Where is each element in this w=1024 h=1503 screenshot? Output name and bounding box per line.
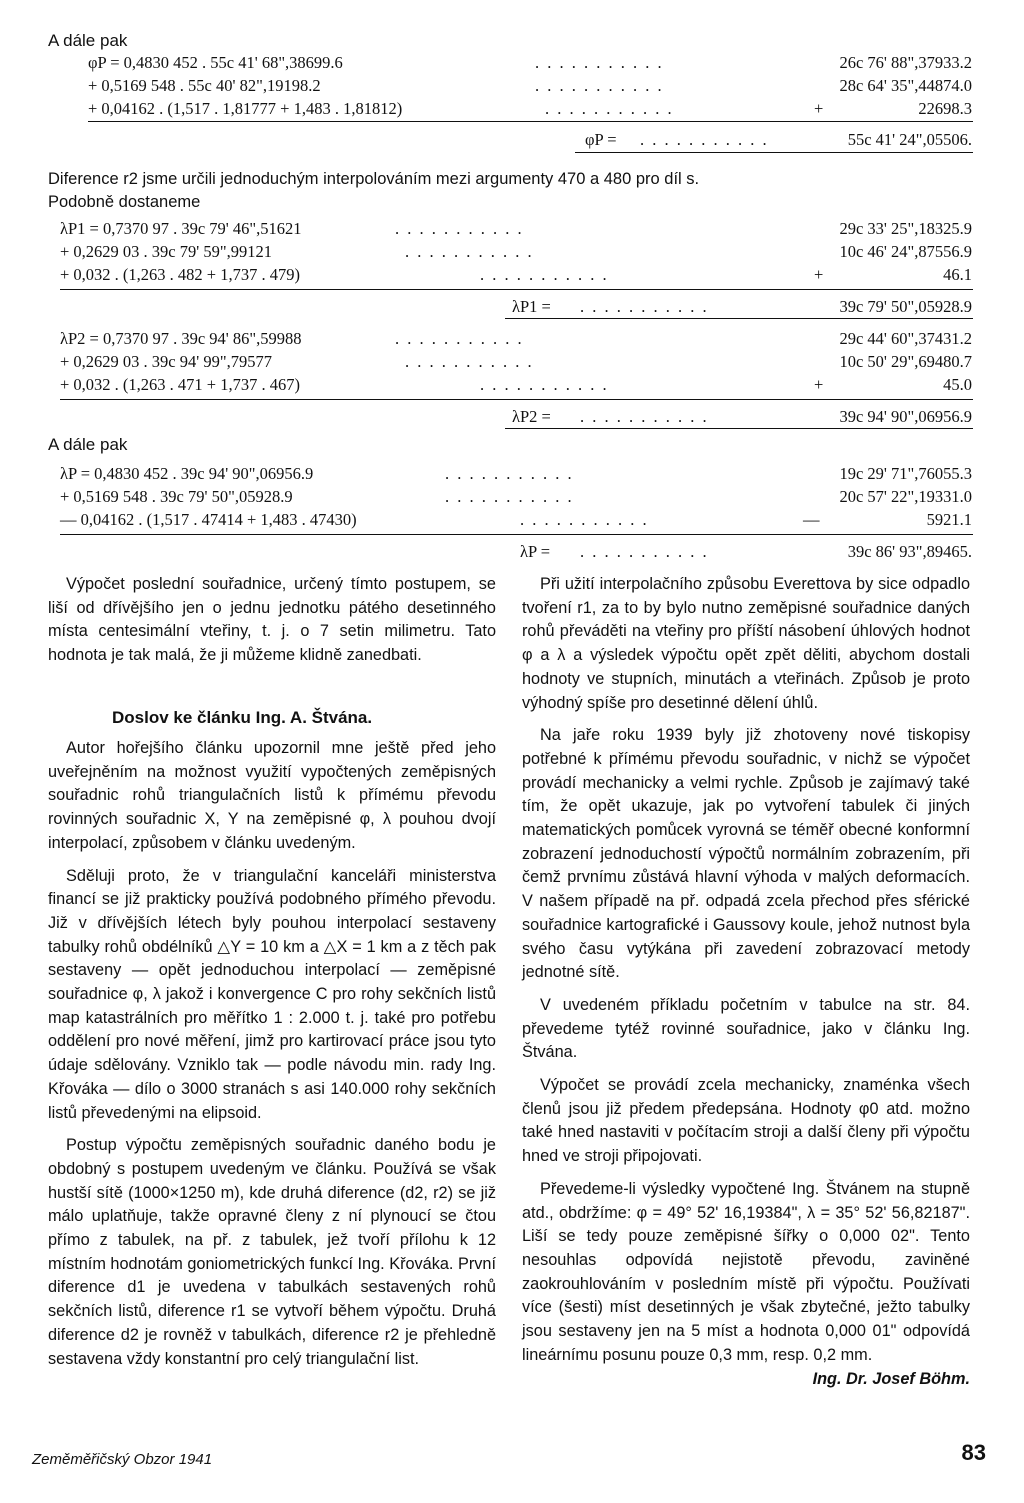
formula-result: 29c 44' 60",37431.2 [839, 329, 972, 348]
operator-sign: + [814, 99, 824, 118]
right-column [522, 573, 970, 1391]
leader-dots: . . . . . . . . . . . [640, 130, 769, 149]
journal-name: Zeměměřičský Obzor 1941 [32, 1451, 213, 1468]
formula-row: λP = 0,4830 452 . 39c 94' 90",06956.9 [60, 464, 314, 483]
paragraph-vypocet: Výpočet poslední souřadnice, určený tímto postupem, se liší od dřívějšího jen o jednu jednotku pátého desetinného místa centesimální vteřiny, t. j. o 7 setin milimetru. Tato hodnota je tak malá, že ji můžeme klidně zanedbati. [48, 575, 496, 665]
formula-row: + 0,032 . (1,263 . 482 + 1,737 . 479) [60, 265, 300, 284]
paragraph-postup: Postup výpočtu zeměpisných souřadnic daného bodu je obdobný s postupem uvedeným ve článku. Používá se však hustší sítě (1000×1250 m), kde druhá diference (d2, r2) se již málo uplatňuje, takže opravné členy z ní plynoucí se čtou přímo z tabulek, na př. z tabulek, jež tvoří přílohu k 12 místním hodnotám goniometrických funkcí Ing. Křováka. První diference d1 je uvedena v tabulkách sestavených rohů sekčních listů, diference r1 se vytvoří během výpočtu. Druhá diference d2 je rovněž v tabulkách, diference r2 je přehledně sestavena vždy konstantní pro celý triangulační list. [48, 1136, 496, 1368]
left-column [48, 573, 496, 677]
total-result: 39c 94' 90",06956.9 [839, 407, 972, 426]
formula-row: + 0,032 . (1,263 . 471 + 1,737 . 467) [60, 375, 300, 394]
formula-row: + 0,2629 03 . 39c 94' 99",79577 [60, 352, 272, 371]
formula-row: — 0,04162 . (1,517 . 47414 + 1,483 . 47430) [60, 510, 357, 529]
leader-dots: . . . . . . . . . . . [405, 242, 534, 261]
total-result: 55c 41' 24",05506. [847, 130, 972, 149]
section-heading: Doslov ke článku Ing. A. Štvána. [112, 708, 373, 727]
sum-rule [60, 534, 973, 535]
total-label: φP = [585, 130, 617, 149]
total-label: λP = [520, 542, 550, 561]
left-column-body [48, 737, 496, 1380]
operator-sign: — [803, 510, 820, 529]
paragraph-jaro-1939: Na jaře roku 1939 byly již zhotoveny nové tiskopisy potřebné k přímému převodu souřadnic, v nichž se výpočet provádí mechanicky a velmi rychle. Způsob je zajímavý také tím, že opět ukazuje, jak po vytvoření tabulek či jiných matematických pomůcek vyrovná se téměř obecné konformní zobrazení jednoduchostí výpočtů normálním zobrazením, při čemž prvnímu zůstává hlavní výhoda v malých deformacích. V našem případě na př. odpadá zcela přechod přes sférické souřadnice kartografické i Gaussovy koule, jehož nutnost byla svého času vytýkána při zavedení zobrazovací metody jednotné sítě. [522, 726, 970, 982]
leader-dots: . . . . . . . . . . . [480, 265, 609, 284]
paragraph-priklad: V uvedeném příkladu početním v tabulce na str. 84. převedeme tytéž rovinné souřadnice, jako v článku Ing. Štvána. [522, 995, 970, 1062]
paragraph-autor: Autor hořejšího článku upozornil mne ještě před jeho uveřejněním na možnost využití vypočtených zeměpisných souřadnic rohů triangulačních listů k přímému převodu rovinných souřadnic X, Y na zeměpisné φ, λ pouhou dvojí interpolací, způsobem v článku uvedeným. [48, 739, 496, 852]
leader-dots: . . . . . . . . . . . [480, 375, 609, 394]
formula-row: λP1 = 0,7370 97 . 39c 79' 46",51621 [60, 219, 302, 238]
total-rule [505, 318, 973, 319]
total-label: λP2 = [512, 407, 551, 426]
leader-dots: . . . . . . . . . . . [395, 329, 524, 348]
total-result: 39c 86' 93",89465. [847, 542, 972, 561]
sum-rule [88, 121, 973, 122]
formula-result: 19c 29' 71",76055.3 [839, 464, 972, 483]
formula-result: 10c 46' 24",87556.9 [839, 242, 972, 261]
formula-result: 29c 33' 25",18325.9 [839, 219, 972, 238]
paragraph-mechanicky: Výpočet se provádí zcela mechanicky, znaménka všech členů jsou již předem předepsána. Hodnoty φ0 atd. možno také hned nastaviti v počítacím stroji a další členy při výpočtu hned ve stroji připojovati. [522, 1076, 970, 1166]
leader-dots: . . . . . . . . . . . [580, 542, 709, 561]
paragraph-prevedeme [522, 1178, 970, 1388]
total-result: 39c 79' 50",05928.9 [839, 297, 972, 316]
leader-dots: . . . . . . . . . . . [405, 352, 534, 371]
formula-result: 46.1 [943, 265, 972, 284]
label-a-dale-pak-2: A dále pak [48, 435, 128, 454]
formula-row: + 0,5169 548 . 55c 40' 82",19198.2 [88, 76, 321, 95]
formula-row: φP = 0,4830 452 . 55c 41' 68",38699.6 [88, 53, 343, 72]
formula-result: 26c 76' 88",37933.2 [839, 53, 972, 72]
author-signature: Ing. Dr. Josef Böhm. [812, 1369, 970, 1388]
formula-result: 45.0 [943, 375, 972, 394]
total-rule [505, 428, 973, 429]
paragraph-prevedeme-text: Převedeme-li výsledky vypočtené Ing. Štvánem na stupně atd., obdržíme: φ = 49° 52' 16,19384", λ = 35° 52' 56,82187". Liší se tedy pouze zeměpisné šířky o 0,000 02". Tento nesouhlas odpovídá nejistotě převodu, zaviněné zaokrouhlováním v posledním místě při výpočtu. Používati více (šesti) míst desetinných je však zbytečné, ježto tabulky jsou sestaveny jen na 5 míst a hodnota 0,000 01" odpovídá lineárnímu posunu pouze 0,3 mm, resp. 0,2 mm. [522, 1179, 970, 1364]
leader-dots: . . . . . . . . . . . [580, 407, 709, 426]
formula-row: λP2 = 0,7370 97 . 39c 94' 86",59988 [60, 329, 302, 348]
operator-sign: + [814, 375, 824, 394]
leader-dots: . . . . . . . . . . . [445, 464, 574, 483]
paragraph-everett: Při užití interpolačního způsobu Everettova by sice odpadlo tvoření r1, za to by bylo nutno zeměpisné souřadnice daných rohů převáděti na vteřiny pro příští násobení úhlových hodnot φ a λ a výsledek výpočtu opět zpět děliti, abychom dostali hodnoty ve stupních, minutách a vteřinách. Způsob je proto výhodný spíše pro desetinné dělení úhlů. [522, 575, 970, 712]
formula-result: 5921.1 [926, 510, 972, 529]
leader-dots: . . . . . . . . . . . [395, 219, 524, 238]
formula-result: 10c 50' 29",69480.7 [839, 352, 972, 371]
leader-dots: . . . . . . . . . . . [535, 76, 664, 95]
leader-dots: . . . . . . . . . . . [580, 297, 709, 316]
leader-dots: . . . . . . . . . . . [535, 53, 664, 72]
formula-result: 22698.3 [918, 99, 972, 118]
formula-row: + 0,5169 548 . 39c 79' 50",05928.9 [60, 487, 293, 506]
page-number: 83 [961, 1440, 986, 1465]
leader-dots: . . . . . . . . . . . [545, 99, 674, 118]
leader-dots: . . . . . . . . . . . [520, 510, 649, 529]
total-rule [575, 152, 973, 153]
formula-result: 28c 64' 35",44874.0 [839, 76, 972, 95]
formula-row: + 0,2629 03 . 39c 79' 59",99121 [60, 242, 272, 261]
total-label: λP1 = [512, 297, 551, 316]
sum-rule [60, 399, 973, 400]
paragraph-podobne: Podobně dostaneme [48, 193, 201, 211]
formula-row: + 0,04162 . (1,517 . 1,81777 + 1,483 . 1,81812) [88, 99, 403, 118]
label-a-dale-pak-1: A dále pak [48, 31, 128, 50]
leader-dots: . . . . . . . . . . . [445, 487, 574, 506]
paragraph-sdeluji: Sděluji proto, že v triangulační kanceláři ministerstva financí se již prakticky používá podobného přímého převodu. Již v dřívějších létech byly pouhou interpolací sestaveny tabulky rohů obdélníků △Y = 10 km a △X = 1 km a z těch pak sestaveny — opět jednoduchou interpolací — zeměpisné souřadnice φ, λ jakož i konvergence C pro rohy sekčních listů map katastrálních pro měřítko 1 : 2.000 t. j. také pro potřebu oddělení pro nové měření, jimž pro kartirovací práce jsou tyto údaje sdělovány. Vzniklo tak — podle návodu min. rady Ing. Křováka — dílo o 3000 stranách s asi 140.000 rohy sekčních listů převedenými na elipsoid. [48, 866, 496, 1122]
paragraph-diference: Diference r2 jsme určili jednoduchým interpolováním mezi argumenty 470 a 480 pro díl s. [48, 170, 700, 188]
operator-sign: + [814, 265, 824, 284]
sum-rule [60, 289, 973, 290]
formula-result: 20c 57' 22",19331.0 [839, 487, 972, 506]
